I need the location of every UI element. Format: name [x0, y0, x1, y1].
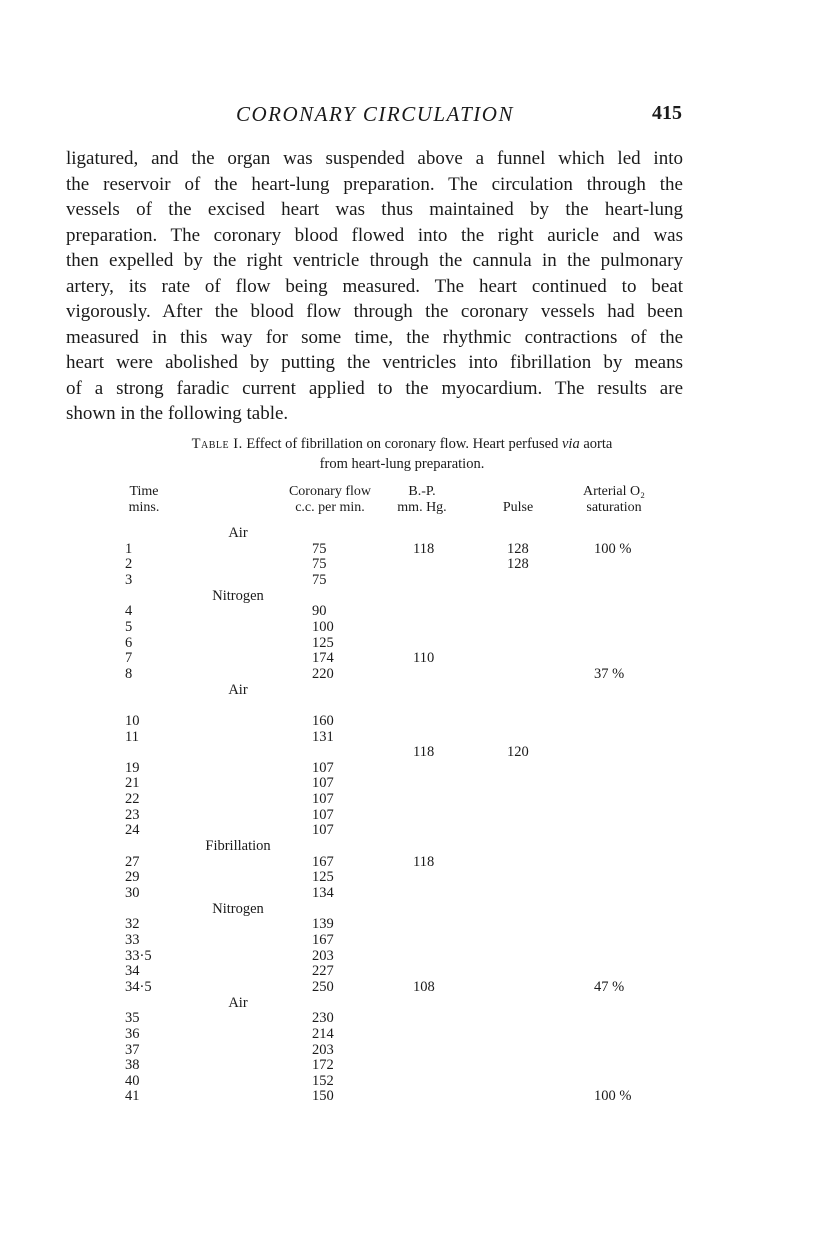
cell-time: 40: [125, 1072, 140, 1089]
cell-time: 10: [125, 712, 140, 729]
caption-line-2: from heart-lung preparation.: [319, 456, 485, 472]
cell-bp: 110: [413, 650, 435, 667]
body-line: then expelled by the right ventricle through the cannula in the pulmonary: [66, 250, 683, 271]
caption-text-a: Effect of fibrillation on coronary flow. Heart perfused: [246, 436, 562, 452]
cell-flow: 250: [312, 978, 334, 995]
cell-flow: 174: [312, 650, 334, 667]
body-line: shown in the following table.: [66, 403, 289, 424]
cell-flow: 203: [312, 1041, 334, 1058]
cell-saturation: 37 %: [594, 665, 625, 682]
caption-via: via: [562, 436, 580, 452]
cell-time: 27: [125, 853, 140, 870]
cell-flow: 203: [312, 947, 334, 964]
body-line: vigorously. After the blood flow through the coronary vessels had been: [66, 301, 683, 322]
gas-label: Nitrogen: [212, 900, 264, 917]
table-row: [0, 854, 816, 870]
cell-time: 33·5: [125, 947, 152, 964]
cell-time: 19: [125, 759, 140, 776]
gas-label: Air: [228, 681, 248, 698]
table-row: [0, 760, 816, 776]
cell-time: 38: [125, 1057, 140, 1074]
header-flow-line1: Coronary flow: [288, 484, 372, 499]
cell-flow: 220: [312, 665, 334, 682]
body-line: the reservoir of the heart-lung preparation. The circulation through the: [66, 173, 683, 195]
cell-flow: 230: [312, 1010, 334, 1027]
table-row: [0, 948, 816, 964]
cell-pulse: 128: [507, 556, 529, 573]
cell-time: 21: [125, 775, 140, 792]
cell-flow: 214: [312, 1025, 334, 1042]
cell-bp: 118: [413, 540, 435, 557]
table-row: [0, 744, 816, 760]
table-row: [0, 603, 816, 619]
body-line: ligatured, and the organ was suspended above a funnel which led into: [66, 148, 683, 169]
cell-flow: 160: [312, 712, 334, 729]
page-number: 415: [652, 102, 682, 124]
cell-time: 30: [125, 885, 140, 901]
body-line: preparation. The coronary blood flowed into the right auricle and was: [66, 224, 683, 246]
cell-flow: 75: [312, 556, 327, 573]
gas-label-row: [0, 838, 816, 854]
header-time-line2: mins.: [128, 500, 160, 515]
table-row: [0, 822, 816, 838]
cell-flow: 167: [312, 931, 334, 948]
table-row: [0, 885, 816, 901]
running-title: CORONARY CIRCULATION: [236, 102, 514, 126]
cell-bp: 118: [413, 853, 435, 870]
cell-time: 1: [125, 540, 133, 557]
header-bp-line1: B.-P.: [408, 484, 436, 499]
cell-time: 34·5: [125, 978, 152, 995]
cell-time: 36: [125, 1025, 140, 1042]
cell-time: 2: [125, 556, 133, 573]
table-row: [0, 1073, 816, 1089]
cell-flow: 90: [312, 603, 327, 620]
cell-time: 35: [125, 1010, 140, 1027]
body-line: measured in this way for some time, the rhythmic contractions of the: [66, 326, 683, 348]
cell-pulse: 128: [507, 540, 529, 557]
cell-flow: 152: [312, 1072, 334, 1089]
gas-label: Nitrogen: [212, 587, 264, 604]
cell-flow: 107: [312, 775, 334, 792]
table-row: [0, 556, 816, 572]
cell-saturation: 100 %: [594, 540, 632, 557]
caption-label: Table I.: [191, 436, 243, 452]
cell-time: 22: [125, 791, 140, 807]
cell-flow: 139: [312, 916, 334, 933]
cell-flow: 107: [312, 806, 334, 823]
cell-time: 33: [125, 931, 140, 948]
gas-label-row: [0, 682, 816, 698]
cell-time: 41: [125, 1088, 140, 1105]
table-row: [0, 775, 816, 791]
cell-pulse: 120: [507, 744, 529, 761]
table-row: [0, 932, 816, 948]
table-row: [0, 650, 816, 666]
cell-time: 11: [125, 728, 139, 745]
table-row: [0, 1088, 816, 1104]
cell-time: 23: [125, 806, 140, 823]
header-time-line1: Time: [129, 484, 159, 499]
cell-flow: 107: [312, 791, 334, 807]
cell-flow: 172: [312, 1057, 334, 1074]
gas-label-row: [0, 901, 816, 917]
table-row: [0, 791, 816, 807]
table-row: [0, 1057, 816, 1073]
cell-bp: 108: [413, 978, 435, 995]
gas-label: Air: [228, 525, 248, 541]
cell-flow: 75: [312, 540, 327, 557]
cell-time: 5: [125, 618, 133, 635]
table-row: [0, 619, 816, 635]
gas-label-row: [0, 525, 816, 541]
header-sat-line2: saturation: [586, 500, 642, 515]
cell-saturation: 47 %: [594, 978, 625, 995]
table-row: [0, 713, 816, 729]
cell-flow: 107: [312, 759, 334, 776]
cell-flow: 167: [312, 853, 334, 870]
table-row: [0, 916, 816, 932]
cell-time: 37: [125, 1041, 140, 1058]
cell-flow: 131: [312, 728, 334, 745]
cell-time: 32: [125, 916, 140, 933]
cell-flow: 150: [312, 1088, 334, 1105]
gas-label-row: [0, 995, 816, 1011]
cell-time: 7: [125, 650, 133, 667]
gas-label-row: [0, 588, 816, 604]
cell-time: 3: [125, 572, 133, 588]
table-row: [0, 666, 816, 682]
table-row: [0, 635, 816, 651]
table-row: [0, 572, 816, 588]
header-flow-line2: c.c. per min.: [295, 500, 365, 515]
gas-label: Fibrillation: [205, 838, 271, 854]
body-line: of a strong faradic current applied to the myocardium. The results are: [66, 377, 683, 399]
cell-flow: 125: [312, 634, 334, 651]
table-row: [0, 1026, 816, 1042]
table-row: [0, 541, 816, 557]
table-row: [0, 1042, 816, 1058]
header-bp-line2: mm. Hg.: [397, 500, 447, 515]
header-sat-line1: Arterial O₂: [582, 484, 646, 499]
cell-flow: 107: [312, 822, 334, 839]
table-row: [0, 807, 816, 823]
body-line: vessels of the excised heart was thus maintained by the heart-lung: [66, 199, 683, 220]
table-row: [0, 1010, 816, 1026]
caption-text-b: aorta: [579, 436, 613, 452]
cell-time: 4: [125, 603, 133, 620]
cell-flow: 75: [312, 572, 327, 588]
header-pulse-line1: Pulse: [502, 500, 534, 515]
cell-time: 8: [125, 665, 133, 682]
cell-flow: 100: [312, 618, 334, 635]
cell-flow: 227: [312, 963, 334, 980]
cell-time: 29: [125, 869, 140, 886]
cell-bp: 118: [413, 744, 435, 761]
cell-saturation: 100 %: [594, 1088, 632, 1105]
cell-flow: 125: [312, 869, 334, 886]
cell-flow: 134: [312, 885, 334, 901]
body-line: heart were abolished by putting the ventricles into fibrillation by means: [66, 352, 683, 373]
table-row: [0, 869, 816, 885]
table-row: [0, 697, 816, 713]
table-row: [0, 963, 816, 979]
body-line: artery, its rate of flow being measured. The heart continued to beat: [66, 275, 683, 297]
gas-label: Air: [228, 994, 248, 1011]
cell-time: 34: [125, 963, 140, 980]
table-row: [0, 979, 816, 995]
cell-time: 6: [125, 634, 133, 651]
cell-time: 24: [125, 822, 140, 839]
table-row: [0, 729, 816, 745]
